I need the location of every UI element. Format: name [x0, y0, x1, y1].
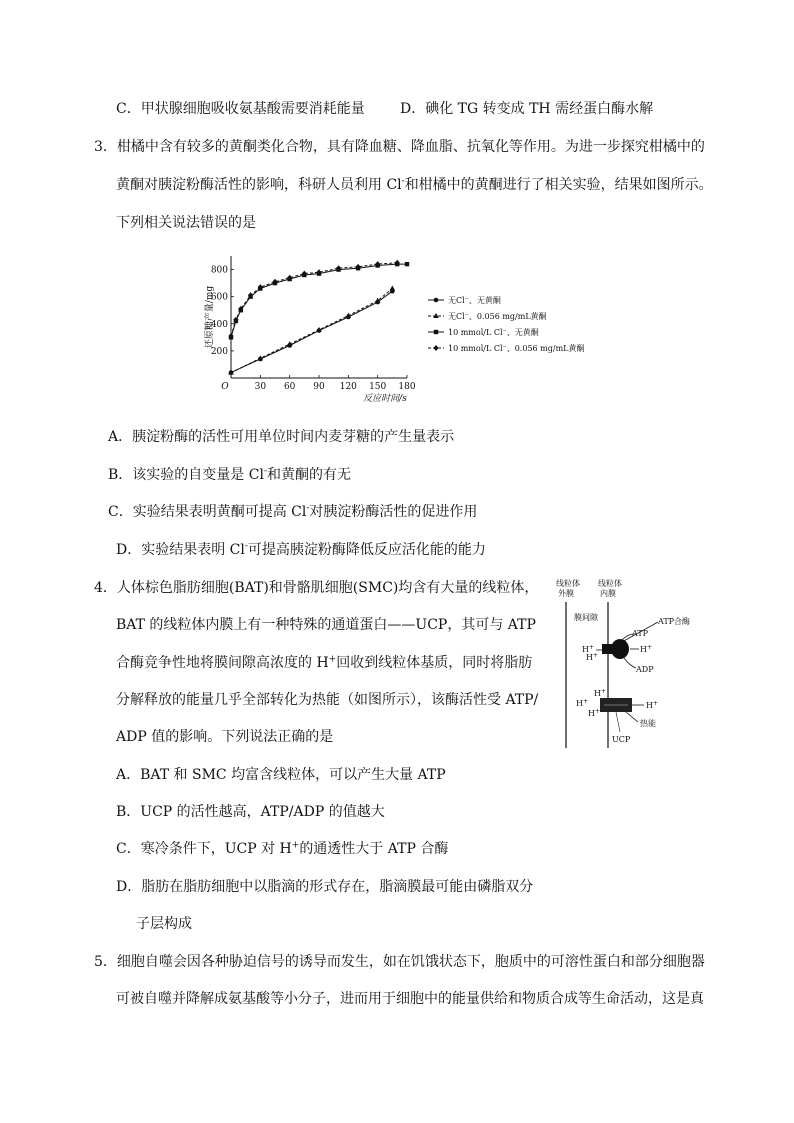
series-2 [228, 286, 395, 375]
ucp-pointer [616, 712, 620, 732]
x-tick-label: O [221, 382, 229, 392]
chart-legend [428, 295, 584, 353]
h-plus-label-2: H+ [586, 652, 599, 662]
q5-stem-line-2: 可被自噬并降解成氨基酸等小分子，进而用于细胞中的能量供给和物质合成等生命活动，这是真 [116, 991, 704, 1007]
heat-label: 热能 [640, 719, 656, 728]
y-tick-label: 200 [210, 346, 228, 357]
adp-arrow [624, 658, 636, 668]
h-plus-label-3: H+ [640, 644, 653, 654]
x-axis-label: 反应时间/s [363, 394, 407, 404]
data-point [390, 286, 396, 291]
atp-synthase-head [611, 639, 629, 659]
legend-label: 10 mmol/L Cl⁻、0.056 mg/mL黄酮 [448, 344, 585, 353]
q4-option-b: B．UCP 的活性越高，ATP/ADP 的值越大 [116, 804, 385, 820]
q4-stem-line-5: ADP 值的影响。下列说法正确的是 [116, 729, 334, 745]
q4-stem-line-4: 分解释放的能量几乎全部转化为热能（如图所示），该酶活性受 ATP/ [116, 692, 539, 708]
q4-stem-line-1: 4．人体棕色脂肪细胞(BAT)和骨骼肌细胞(SMC)均含有大量的线粒体， [94, 580, 539, 596]
inner-membrane-label-2: 内膜 [600, 589, 616, 598]
data-point [405, 262, 409, 266]
legend-label: 10 mmol/L Cl⁻、无黄酮 [448, 328, 539, 337]
q4-option-d-line-1: D．脂肪在脂肪细胞中以脂滴的形式存在，脂滴膜最可能由磷脂双分 [116, 879, 534, 895]
q4-option-a: A．BAT 和 SMC 均富含线粒体，可以产生大量 ATP [116, 767, 446, 783]
y-tick-label: 800 [210, 265, 228, 276]
q4-stem-line-3: 合酶竞争性地将膜间隙高浓度的 H+回收到线粒体基质，同时将脂肪 [116, 654, 533, 671]
ucp-label: UCP [612, 735, 631, 744]
q4-option-d-line-2: 子层构成 [136, 916, 192, 932]
atp-synthase-label: ATP合酶 [658, 617, 691, 626]
heat-arrow [626, 712, 638, 722]
y-axis-label: 还原糖产量/mg [205, 285, 215, 349]
inner-membrane-label-1: 线粒体 [598, 579, 622, 588]
h-plus-label-5: H+ [576, 698, 589, 708]
q2-option-c: C．甲状腺细胞吸收氨基酸需要消耗能量 [116, 101, 365, 117]
outer-membrane-label-1: 线粒体 [556, 579, 580, 588]
q2-option-d: D．碘化 TG 转变成 TH 需经蛋白酶水解 [400, 101, 654, 117]
outer-membrane-label-2: 外膜 [558, 589, 574, 598]
x-tick-label: 180 [398, 382, 416, 392]
y-tick-label: 600 [210, 292, 228, 303]
q5-stem-line-1: 5．细胞自噬会因各种胁迫信号的诱导而发生，如在饥饿状态下，胞质中的可溶性蛋白和部分细胞器 [94, 954, 705, 970]
mitochondria-diagram [556, 576, 724, 756]
chart-series-group [228, 260, 409, 375]
q4-option-c: C．寒冷条件下，UCP 对 H+的通透性大于 ATP 合酶 [116, 840, 449, 857]
legend-marker [433, 345, 438, 351]
h-plus-label-1: H+ [582, 644, 595, 654]
x-tick-label: 60 [283, 382, 296, 392]
x-tick-label: 150 [369, 382, 387, 392]
atp-label: ATP [632, 629, 649, 638]
chart-axes [203, 256, 416, 404]
y-tick-label: 400 [210, 319, 228, 330]
h-plus-label-7: H+ [646, 700, 659, 710]
x-tick-label: 90 [313, 382, 325, 392]
chart-figure [200, 248, 600, 418]
legend-marker [434, 330, 438, 334]
intermembrane-space-label: 膜间隙 [574, 613, 598, 622]
q3-option-d: D．实验结果表明 Cl-可提高胰淀粉酶降低反应活化能的能力 [116, 541, 486, 558]
legend-label: 无Cl⁻、0.056 mg/mL黄酮 [448, 312, 547, 321]
legend-marker [434, 298, 439, 303]
q3-stem-line-3: 下列相关说法错误的是 [116, 215, 256, 231]
x-tick-label: 120 [339, 382, 357, 392]
q3-option-b: B．该实验的自变量是 Cl-和黄酮的有无 [108, 466, 351, 483]
q4-stem-line-2: BAT 的线粒体内膜上有一种特殊的通道蛋白——UCP，其可与 ATP [116, 617, 536, 633]
q3-option-a: A．胰淀粉酶的活性可用单位时间内麦芽糖的产生量表示 [108, 429, 455, 445]
q3-stem-line-2: 黄酮对胰淀粉酶活性的影响，科研人员利用 Cl-和柑橘中的黄酮进行了相关实验，结果如图所示。 [116, 176, 713, 193]
series-1 [229, 289, 395, 375]
x-tick-label: 30 [254, 382, 267, 392]
q3-option-c: C．实验结果表明黄酮可提高 Cl-对胰淀粉酶活性的促进作用 [108, 503, 478, 520]
legend-label: 无Cl⁻、无黄酮 [448, 296, 501, 305]
adp-label: ADP [636, 665, 654, 674]
series-4 [228, 260, 399, 339]
q3-stem-line-1: 3．柑橘中含有较多的黄酮类化合物，具有降血糖、降血脂、抗氧化等作用。为进一步探究柑橘中的 [94, 139, 705, 155]
series-line [231, 289, 392, 373]
h-plus-label-6: H+ [588, 708, 601, 718]
h-plus-label-4: H+ [594, 688, 607, 698]
